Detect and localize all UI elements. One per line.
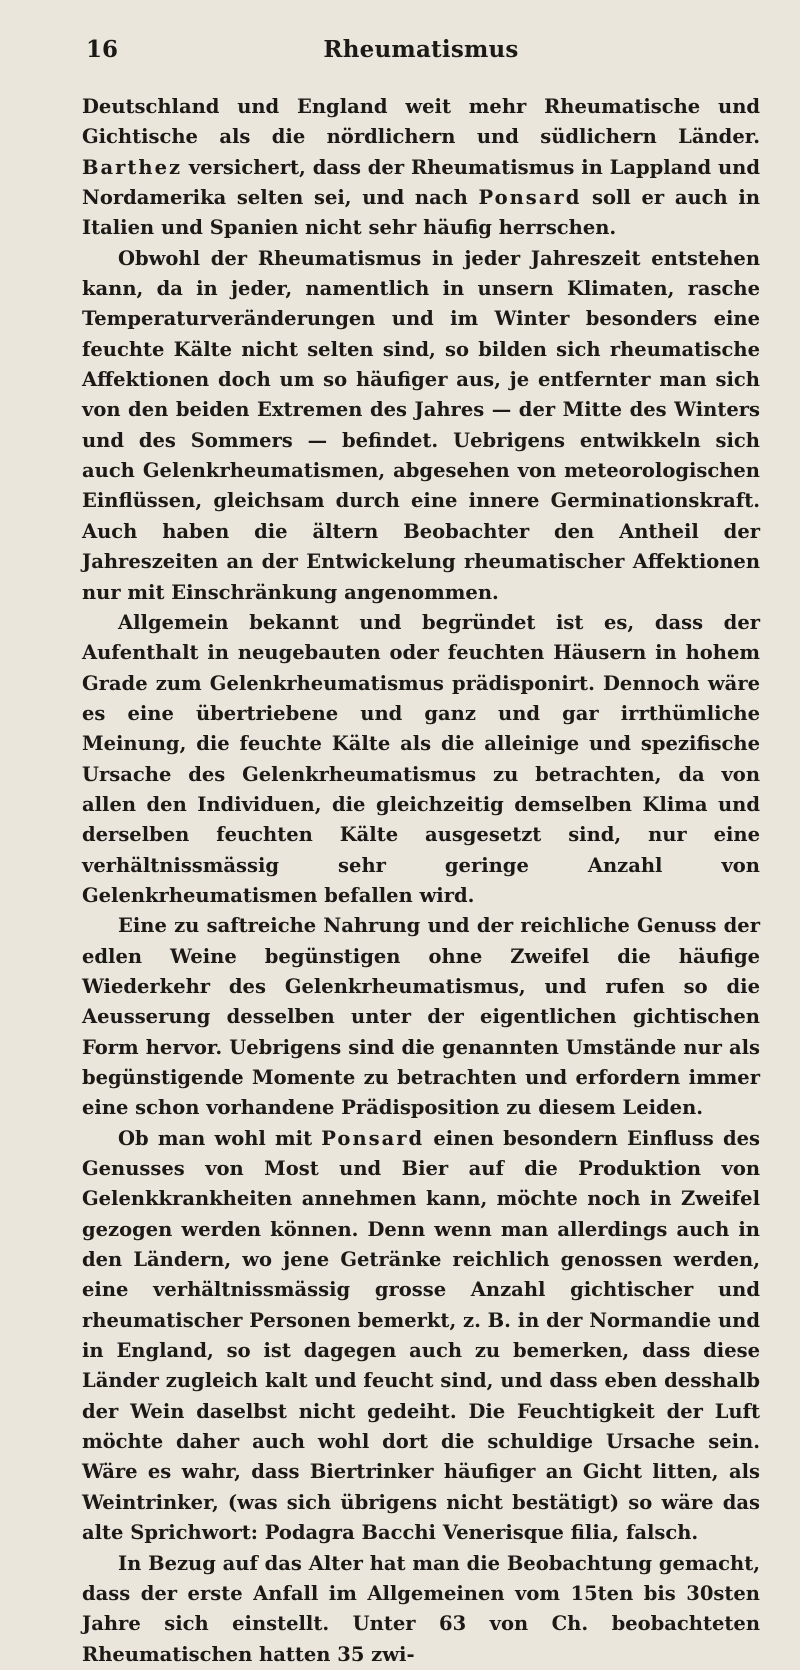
page-header: [82, 36, 760, 70]
paragraph-2: Obwohl der Rheumatismus in jeder Jahreszeit entstehen kann, da in jeder, namentlich in unsern Klimaten, rasche Temperaturveränderungen und im Winter besonders eine feuchte Kälte nicht selten sind, so bilden sich rheumatische Affektionen doch um so häufiger aus, je entfernter man sich von den beiden Extremen des Jahres — der Mitte des Winters und des Sommers — befindet. Uebrigens entwikkeln sich auch Gelenkrheumatismen, abgesehen von meteorologischen Einflüssen, gleichsam durch eine innere Germinationskraft. Auch haben die ältern Beobachter den Antheil der Jahreszeiten an der Entwickelung rheumatischer Affektionen nur mit Einschränkung angenommen.: [82, 246, 760, 604]
paragraph-4: Eine zu saftreiche Nahrung und der reichliche Genuss der edlen Weine begünstigen ohne Zweifel die häufige Wiederkehr des Gelenkrheumatismus, und rufen so die Aeusserung desselben unter der eigentlichen gichtischen Form hervor. Uebrigens sind die genannten Umstände nur als begünstigende Momente zu betrachten und erfordern immer eine schon vorhandene Prädisposition zu diesem Leiden.: [82, 914, 760, 1120]
paragraph-text: Ob man wohl mit: [118, 1126, 313, 1150]
page-number: 16: [86, 36, 119, 63]
body-text: [82, 92, 760, 1670]
paragraph-5: [82, 1124, 760, 1549]
author-name: Ponsard: [478, 186, 582, 210]
paragraph-text: soll er auch in Italien und Spanien nicht sehr häufig herrschen.: [82, 186, 761, 240]
paragraph-1: [82, 92, 760, 244]
paragraph-3: Allgemein bekannt und begründet ist es, dass der Aufenthalt in neugebauten oder feuchten Häusern in hohem Grade zum Gelenkrheumatismus prädisponirt. Dennoch wäre es eine übertriebene und ganz und gar irrthümliche Meinung, die feuchte Kälte als die alleinige und spezifische Ursache des Gelenkrheumatismus zu betrachten, da von allen den Individuen, die gleichzeitig demselben Klima und derselben feuchten Kälte ausgesetzt sind, nur eine verhältnissmässig sehr geringe Anzahl von Gelenkrheumatismen befallen wird.: [82, 610, 760, 907]
author-name: Ponsard: [321, 1126, 425, 1150]
paragraph-text: einen besondern Einfluss des Genusses von Most und Bier auf die Produktion von Gelenkkrankheiten annehmen kann, möchte noch in Zweifel gezogen werden können. Denn wenn man allerdings auch in den Ländern, wo jene Getränke reichlich genossen werden, eine verhältnissmässig grosse Anzahl gichtischer und rheumatischer Personen bemerkt, z. B. in der Normandie und in England, so ist dagegen auch zu bemerken, dass diese Länder zugleich kalt und feucht sind, und dass eben desshalb der Wein daselbst nicht gedeiht. Die Feuchtigkeit der Luft möchte daher auch wohl dort die schuldige Ursache sein. Wäre es wahr, dass Biertrinker häufiger an Gicht litten, als Weintrinker, (was sich übrigens nicht bestätigt) so wäre das alte Sprichwort: Podagra Bacchi Venerisque filia, falsch.: [82, 1126, 761, 1545]
paragraph-text: Deutschland und England weit mehr Rheumatische und Gichtische als die nördlichern und südlichern Länder.: [82, 95, 760, 149]
paragraph-text: versichert, dass der Rheumatismus in Lappland und Nordamerika selten sei, und nach: [82, 155, 760, 210]
running-title: Rheumatismus: [323, 36, 519, 63]
paragraph-6: In Bezug auf das Alter hat man die Beobachtung gemacht, dass der erste Anfall im Allgemeinen vom 15ten bis 30sten Jahre sich einstellt. Unter 63 von Ch. beobachteten Rheumatischen hatten 35 zwi-: [82, 1551, 760, 1666]
author-name: Barthez: [82, 155, 183, 179]
